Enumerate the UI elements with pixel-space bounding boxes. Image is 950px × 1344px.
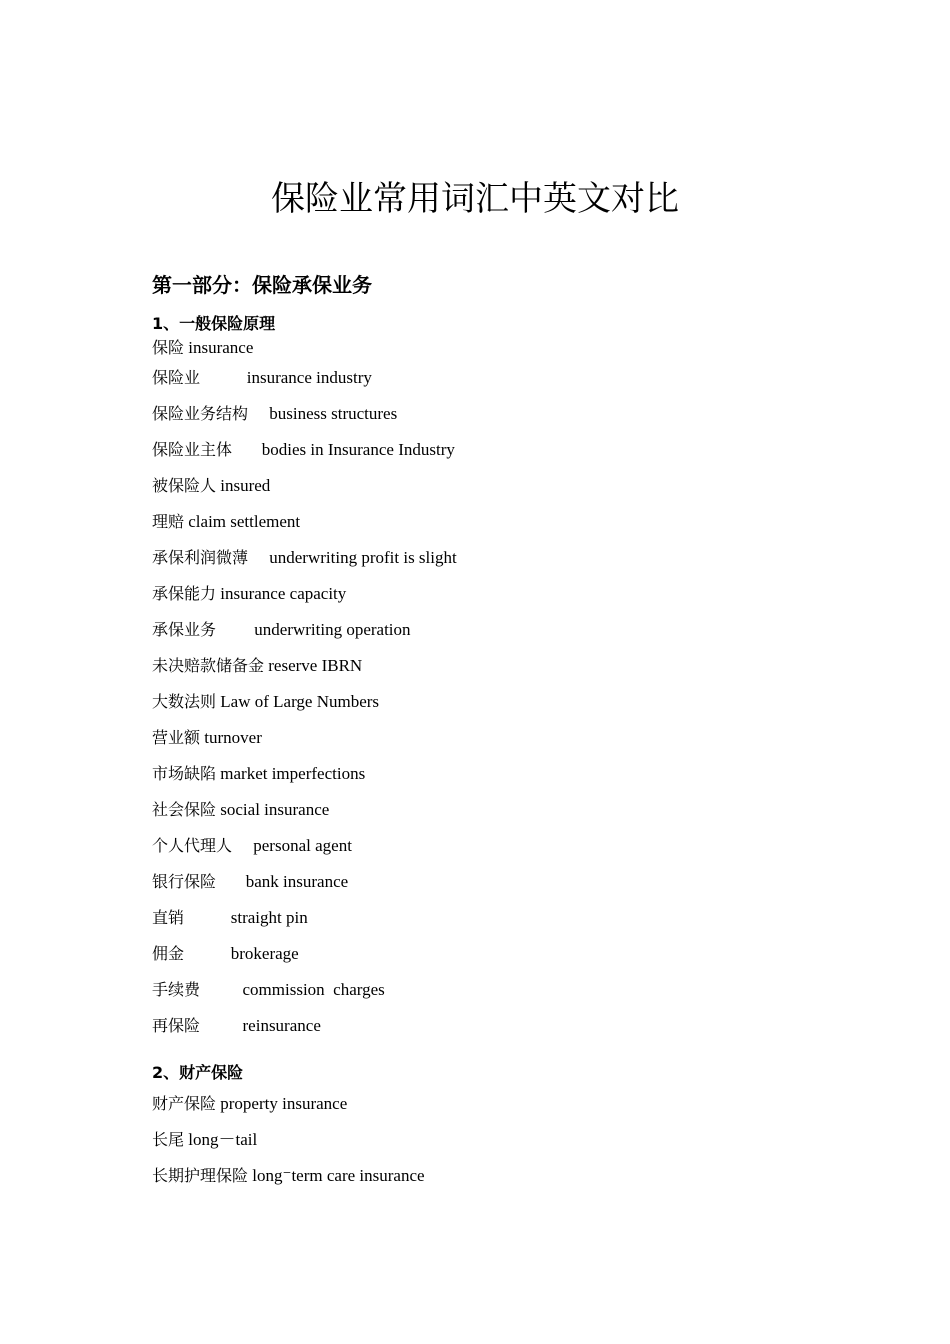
term-row <box>152 977 385 1003</box>
term-row <box>152 437 455 463</box>
term-spacer <box>216 872 246 891</box>
term-chinese: 承保能力 <box>152 584 217 603</box>
term-spacer <box>184 908 231 927</box>
term-english: brokerage <box>230 944 299 963</box>
term-row <box>152 941 299 967</box>
term-spacer <box>232 440 262 459</box>
term-row <box>152 869 348 895</box>
part-heading: 第一部分：保险承保业务 <box>152 273 372 297</box>
term-chinese: 理赔 <box>152 512 185 531</box>
term-row <box>152 335 253 361</box>
term-spacer <box>248 548 269 567</box>
term-english: bank insurance <box>245 872 349 891</box>
term-chinese: 承保业务 <box>152 620 217 639</box>
term-chinese: 直销 <box>152 908 185 927</box>
term-english: claim settlement <box>188 512 301 531</box>
term-row <box>152 401 397 427</box>
term-english: property insurance <box>220 1094 348 1113</box>
term-english: turnover <box>204 728 262 747</box>
term-english: long⁻term care insurance <box>252 1166 425 1185</box>
term-chinese: 承保利润微薄 <box>152 548 249 567</box>
term-row <box>152 1013 321 1039</box>
term-chinese: 保险业主体 <box>152 440 233 459</box>
term-english: insurance industry <box>246 368 372 387</box>
term-chinese: 手续费 <box>152 980 201 999</box>
term-english: insurance <box>188 338 254 357</box>
term-chinese: 银行保险 <box>152 872 217 891</box>
term-english: reserve IBRN <box>268 656 363 675</box>
term-row <box>152 365 372 391</box>
term-row <box>152 1127 257 1153</box>
term-english: straight pin <box>230 908 308 927</box>
term-chinese: 被保险人 <box>152 476 217 495</box>
term-chinese: 保险业务结构 <box>152 404 249 423</box>
term-english: Law of Large Numbers <box>220 692 380 711</box>
term-english: insured <box>220 476 271 495</box>
term-row <box>152 761 365 787</box>
term-chinese: 长尾 <box>152 1130 185 1149</box>
term-english: reinsurance <box>242 1016 321 1035</box>
term-english: underwriting profit is slight <box>269 548 457 567</box>
term-chinese: 营业额 <box>152 728 201 747</box>
term-row <box>152 725 262 751</box>
term-english: personal agent <box>253 836 352 855</box>
term-chinese: 大数法则 <box>152 692 217 711</box>
term-spacer <box>200 368 247 387</box>
term-english: underwriting operation <box>254 620 411 639</box>
term-spacer <box>184 944 231 963</box>
term-english: social insurance <box>220 800 330 819</box>
term-chinese: 长期护理保险 <box>152 1166 249 1185</box>
term-english: long－tail <box>188 1130 258 1149</box>
term-row <box>152 797 329 823</box>
document-title: 保险业常用词汇中英文对比 <box>271 179 679 219</box>
term-row <box>152 653 362 679</box>
term-spacer <box>248 404 269 423</box>
term-chinese: 保险 <box>152 338 185 357</box>
term-english: insurance capacity <box>220 584 347 603</box>
term-chinese: 未决赔款储备金 <box>152 656 265 675</box>
section-heading: 1、一般保险原理 <box>152 314 276 333</box>
term-row <box>152 509 300 535</box>
term-row <box>152 1091 347 1117</box>
term-row <box>152 833 352 859</box>
term-chinese: 社会保险 <box>152 800 217 819</box>
term-row <box>152 617 411 643</box>
term-row <box>152 545 457 571</box>
term-row <box>152 473 270 499</box>
term-row <box>152 905 308 931</box>
term-chinese: 再保险 <box>152 1016 201 1035</box>
term-spacer <box>200 1016 243 1035</box>
term-chinese: 个人代理人 <box>152 836 233 855</box>
term-spacer <box>216 620 254 639</box>
term-row <box>152 1163 425 1189</box>
term-chinese: 财产保险 <box>152 1094 217 1113</box>
term-row <box>152 689 379 715</box>
term-english: bodies in Insurance Industry <box>261 440 455 459</box>
term-chinese: 佣金 <box>152 944 185 963</box>
term-chinese: 保险业 <box>152 368 201 387</box>
term-row <box>152 581 346 607</box>
term-english: commission charges <box>242 980 385 999</box>
section-heading: 2、财产保险 <box>152 1063 244 1082</box>
term-chinese: 市场缺陷 <box>152 764 217 783</box>
term-english: market imperfections <box>220 764 366 783</box>
term-spacer <box>200 980 243 999</box>
term-spacer <box>232 836 253 855</box>
term-english: business structures <box>269 404 398 423</box>
